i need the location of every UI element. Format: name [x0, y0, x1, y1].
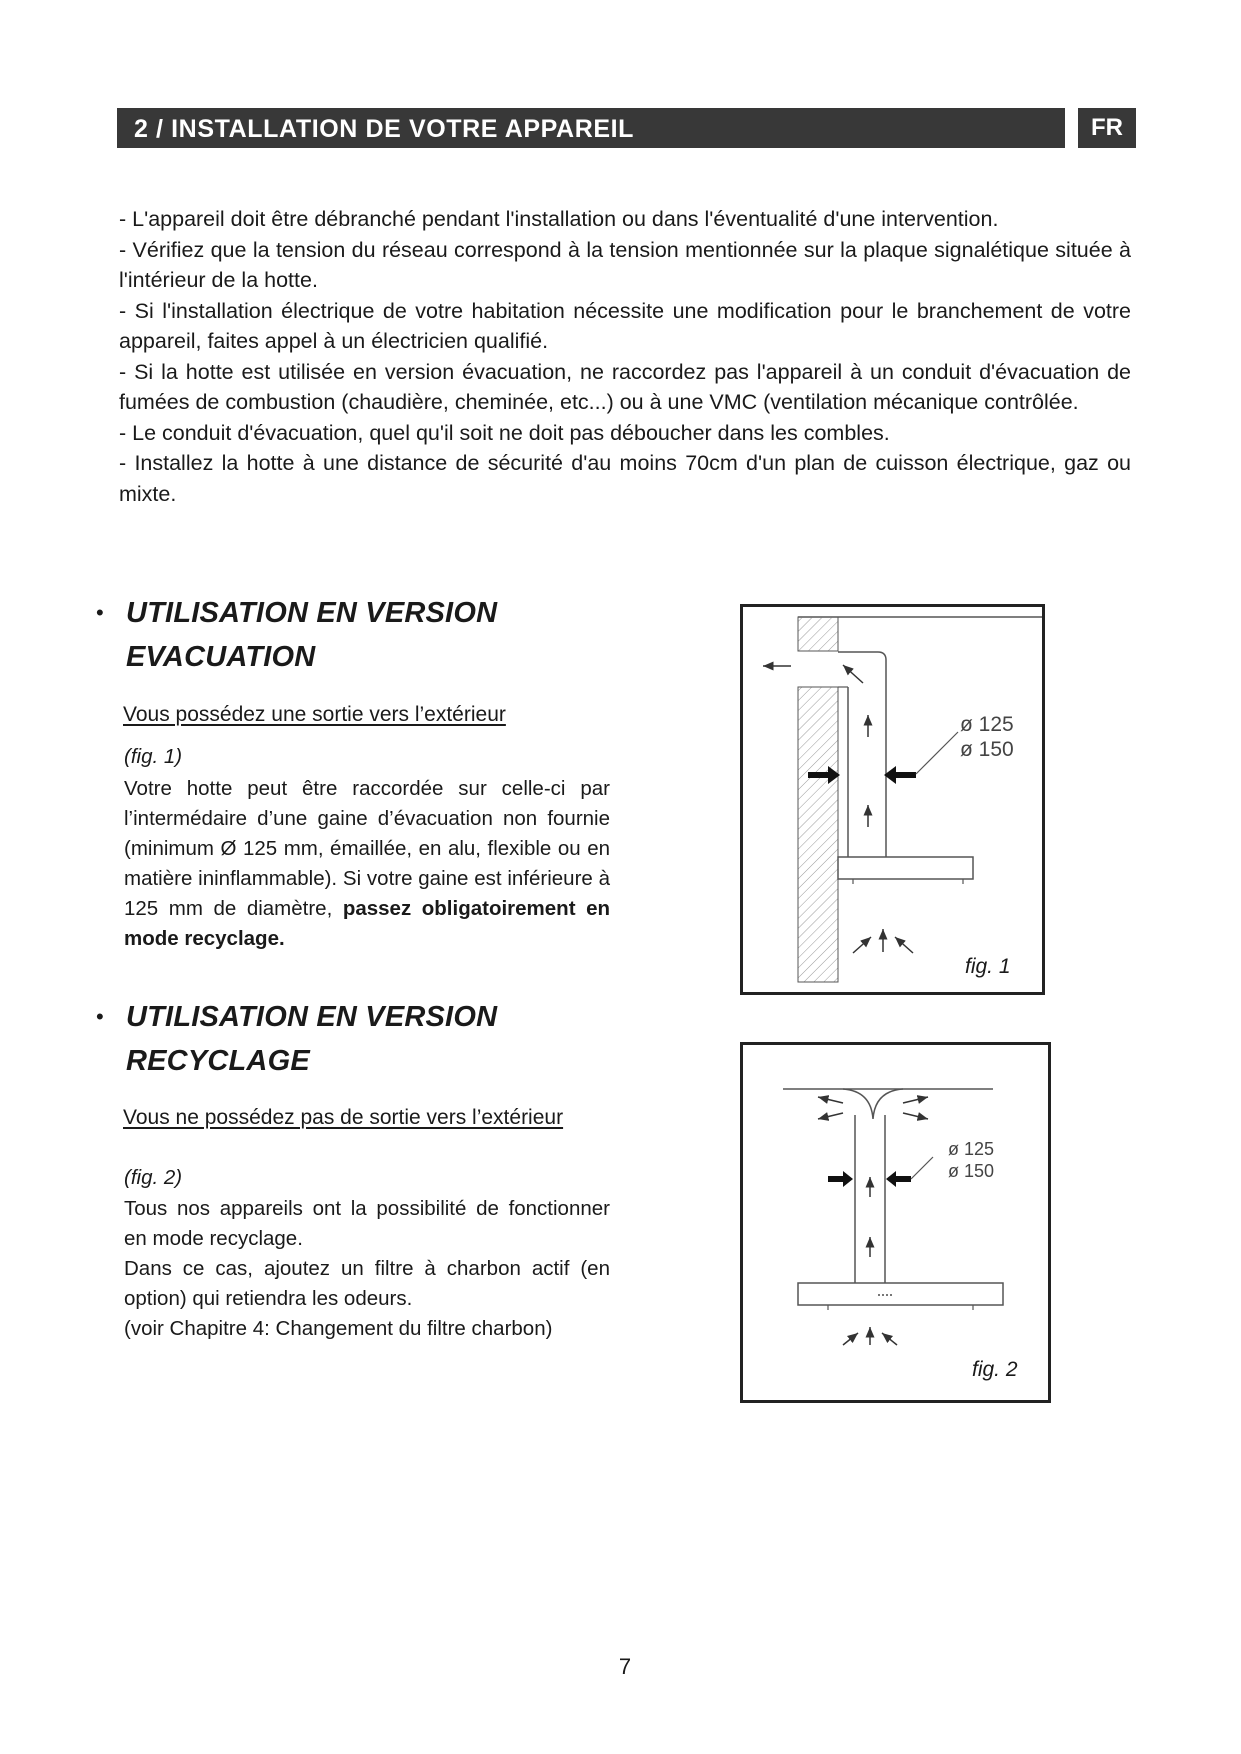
- list-item: - Le conduit d'évacuation, quel qu'il soit ne doit pas déboucher dans les combles.: [119, 420, 890, 445]
- figure-1-evacuation-diagram: [740, 604, 1045, 995]
- list-item: - L'appareil doit être débranché pendant l'installation ou dans l'éventualité d'une intervention.: [119, 207, 999, 231]
- recyclage-subtitle: Vous ne possédez pas de sortie vers l’extérieur: [123, 1106, 564, 1129]
- figure-1-label: fig. 1: [965, 955, 1011, 978]
- recyclage-paragraph: Dans ce cas, ajoutez un filtre à charbon actif (en option) qui retiendra les odeurs.: [124, 1257, 610, 1310]
- recyclage-heading-line1: UTILISATION EN VERSION: [126, 1001, 498, 1033]
- figure-2-label: fig. 2: [972, 1358, 1018, 1381]
- list-item: - Si la hotte est utilisée en version évacuation, ne raccordez pas l'appareil à un conduit d'évacuation de fumées de combustion (chaudière, cheminée, etc...) ou à une VMC (ventilation mécanique contrôlée.: [119, 359, 1131, 414]
- page-number: 7: [618, 1654, 632, 1679]
- evacuation-heading-line1: UTILISATION EN VERSION: [126, 597, 498, 629]
- safety-instructions-list: [119, 204, 1131, 509]
- diameter-150-label: ø 150: [948, 1161, 995, 1181]
- recyclage-heading-line2: RECYCLAGE: [126, 1045, 310, 1077]
- language-badge: FR: [1078, 108, 1136, 148]
- evacuation-figure-reference: (fig. 1): [124, 745, 183, 768]
- evacuation-text: Votre hotte peut être raccordée sur celle-ci par l’intermédaire d’une gaine d’évacuation non fournie (minimum Ø 125 mm, émaillée, en alu, flexible ou en matière ininflammable). Si votre gaine est inférieure à 125 mm de diamètre,: [124, 777, 610, 920]
- section-title: 2 / INSTALLATION DE VOTRE APPAREIL: [134, 115, 635, 143]
- diameter-150-label: ø 150: [960, 738, 1014, 761]
- evacuation-emphasis: passez obligatoirement en mode recyclage.: [124, 897, 610, 950]
- recyclage-description: [124, 1194, 610, 1344]
- recyclage-paragraph: (voir Chapitre 4: Changement du filtre charbon): [124, 1317, 553, 1340]
- figure-2-recyclage-diagram: [740, 1042, 1051, 1403]
- recyclage-figure-reference: (fig. 2): [124, 1166, 183, 1189]
- diameter-125-label: ø 125: [948, 1139, 995, 1159]
- list-item: - Si l'installation électrique de votre habitation nécessite une modification pour le branchement de votre appareil, faites appel à un électricien qualifié.: [119, 298, 1131, 353]
- recyclage-paragraph: Tous nos appareils ont la possibilité de fonctionner en mode recyclage.: [124, 1197, 610, 1250]
- figure-2-drawing: [743, 1045, 1048, 1400]
- evacuation-heading-line2: EVACUATION: [126, 641, 316, 673]
- evacuation-subtitle: Vous possédez une sortie vers l’extérieur: [123, 703, 506, 726]
- bullet-icon: •: [96, 600, 104, 625]
- diameter-125-label: ø 125: [960, 713, 1014, 736]
- list-item: - Installez la hotte à une distance de sécurité d'au moins 70cm d'un plan de cuisson électrique, gaz ou mixte.: [119, 451, 1131, 506]
- list-item: - Vérifiez que la tension du réseau correspond à la tension mentionnée sur la plaque signalétique située à l'intérieur de la hotte.: [119, 237, 1131, 292]
- section-header-bar: [117, 108, 1065, 148]
- bullet-icon: •: [96, 1004, 104, 1029]
- evacuation-description: [124, 774, 610, 954]
- figure-1-drawing: [743, 607, 1042, 992]
